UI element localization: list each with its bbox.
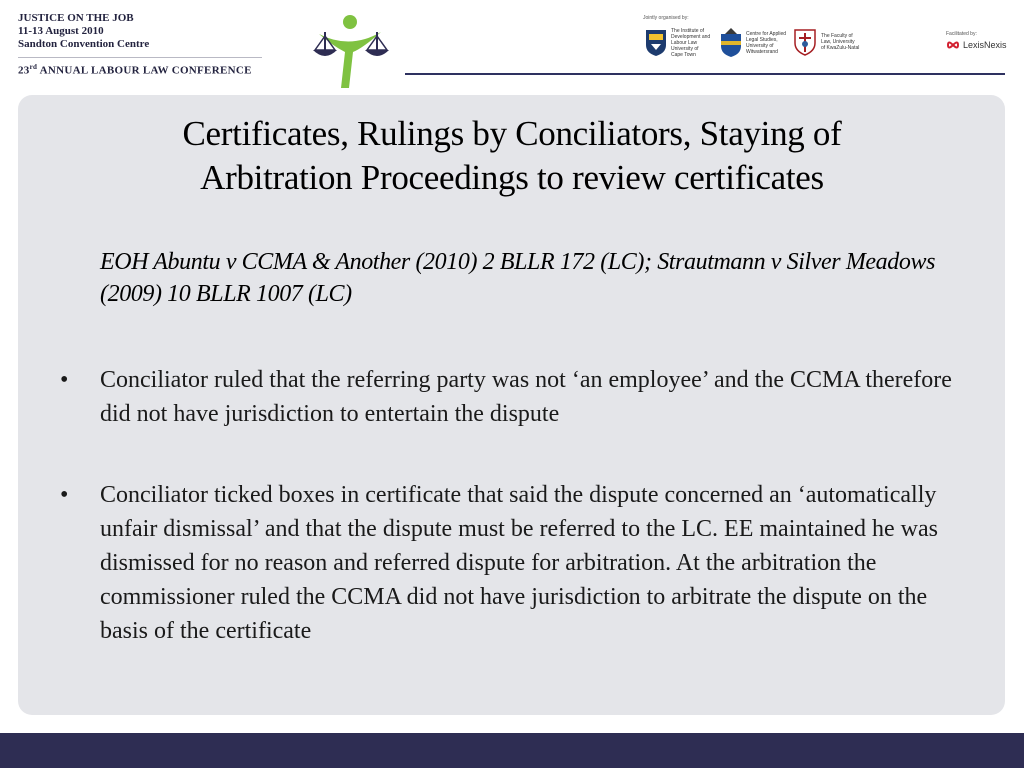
organiser-wits [720,28,792,58]
slide-title [60,112,964,200]
wits-crest-icon [720,28,742,58]
facilitator-name: LexisNexis [963,40,1007,50]
facilitated-by-label: Facilitated by: [946,31,977,37]
conference-name: JUSTICE ON THE JOB [18,12,134,24]
bullet-point-icon: • [60,482,69,508]
organiser-ukzn-name: The Faculty of Law, University of KwaZulu-Natal [821,33,860,51]
lexisnexis-logo [946,39,1007,51]
lexisnexis-knot-icon [946,39,960,51]
bullet-item [60,478,960,648]
header-divider [405,73,1005,75]
organiser-uct-name: The Institute of Development and Labour Law University of Cape Town [671,28,711,58]
ukzn-crest-icon [793,28,817,56]
conference-edition: 23rd ANNUAL LABOUR LAW CONFERENCE [18,57,262,78]
bullet-list [60,363,960,648]
uct-crest-icon [645,29,667,57]
bullet-text: Conciliator ticked boxes in certificate that said the dispute concerned an ‘automatically unfair dismissal’ and that the dispute must be referred to the LC. EE maintained he was dismissed for no reason and referred dispute for arbitration. At the arbitration the commissioner ruled the CCMA did not have jurisdiction to arbitrate the dispute on the basis of the certificate [100,482,938,644]
jointly-organised-label: Jointly organised by: [643,15,689,21]
bullet-point-icon: • [60,367,69,393]
conference-dates: 11-13 August 2010 [18,25,104,37]
case-citation: EOH Abuntu v CCMA & Another (2010) 2 BLLR 172 (LC); Strautmann v Silver Meadows (2009) 10 BLLR 1007 (LC) [100,249,936,307]
slide-title-line-2: Arbitration Proceedings to review certificates [200,158,824,197]
organiser-uct [645,28,717,58]
bullet-text: Conciliator ruled that the referring party was not ‘an employee’ and the CCMA therefore did not have jurisdiction to entertain the dispute [100,367,952,427]
conference-venue: Sandton Convention Centre [18,38,150,50]
bullet-item [60,363,960,431]
organiser-ukzn [793,28,867,56]
organiser-wits-name: Centre for Applied Legal Studies, University of Witwatersrand [746,31,787,55]
slide-title-line-1: Certificates, Rulings by Conciliators, Staying of [182,114,842,153]
conference-info [18,12,262,78]
footer-bar [0,733,1024,768]
justice-figure-logo [305,10,395,90]
